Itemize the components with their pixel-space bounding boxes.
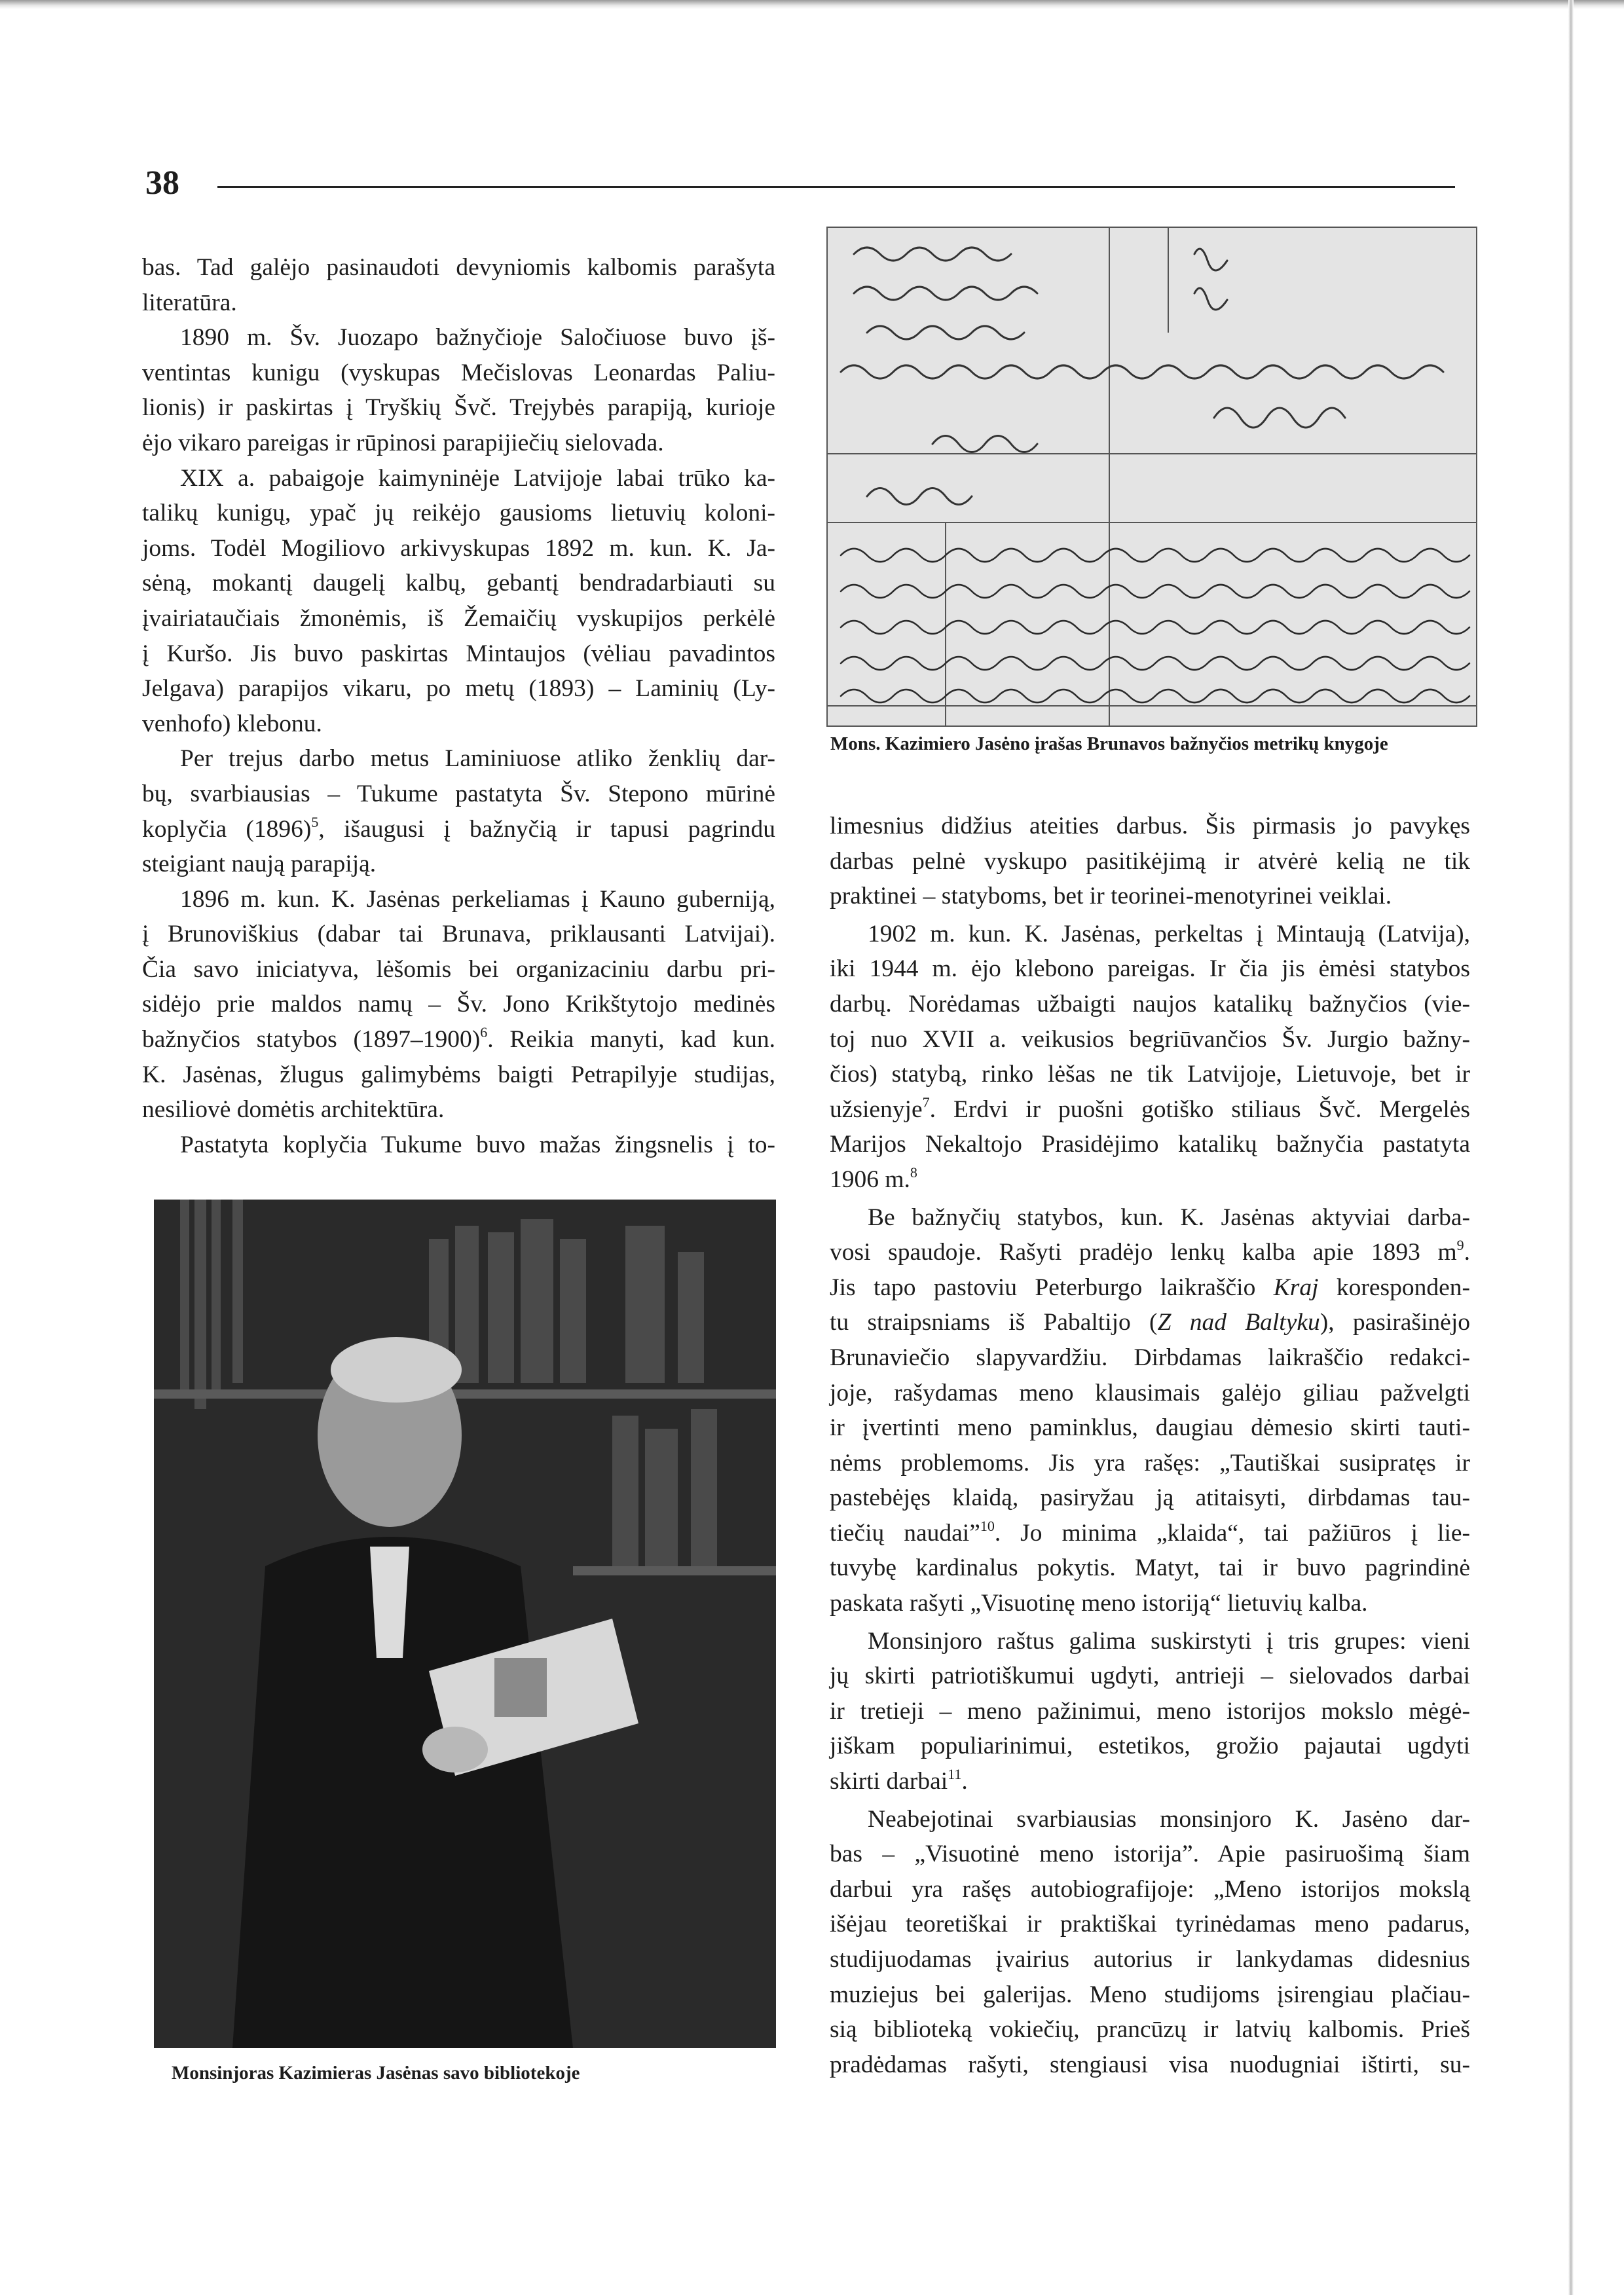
paragraph <box>830 917 1470 1198</box>
text-line: steigiant naują parapiją. <box>142 851 377 878</box>
text-line: bų, svarbiausias – Tukume pastatyta Šv. Stepono mūrinė <box>142 780 775 807</box>
footnote-ref: 10 <box>980 1517 995 1534</box>
text-line: sidėjo prie maldos namų – Šv. Jono Krikštytojo medinės <box>142 991 775 1018</box>
man-in-library-photo-icon <box>154 1200 776 2048</box>
text-line: muziejus bei galerijas. Meno studijoms įsirengiau plačiau- <box>830 1981 1470 2008</box>
text-line: ventintas kunigu (vyskupas Mečislovas Leonardas Paliu- <box>142 359 775 386</box>
italic-title: Kraj <box>1273 1274 1319 1301</box>
text-line: tuvybę kardinalus pokytis. Matyt, tai ir buvo pagrindinė <box>830 1554 1470 1582</box>
portrait-photo <box>154 1200 776 2048</box>
scan-edge-top <box>0 0 1624 9</box>
text-line: jiškam populiarinimui, estetikos, grožio pajautai ugdyti <box>830 1733 1470 1760</box>
text-line: Monsinjoro raštus galima suskirstyti į tris grupes: vieni <box>868 1627 1470 1655</box>
text-line <box>830 1162 1470 1198</box>
text-line: lionis) ir paskirtas į Tryškių Švč. Trejybės parapiją, kurioje <box>142 394 775 422</box>
paragraph <box>142 320 775 460</box>
text-line: Brunaviečio slapyvardžiu. Dirbdamas laikraščio redakci- <box>830 1344 1470 1371</box>
text-line: XIX a. pabaigoje kaimyninėje Latvijoje labai trūko ka- <box>180 464 775 492</box>
text-segment: vosi spaudoje. Rašyti pradėjo lenkų kalba apie 1893 m <box>830 1239 1457 1266</box>
left-column <box>142 250 775 1162</box>
manuscript-image <box>826 227 1477 727</box>
text-line: joje, rašydamas meno klausimais galėjo giliau pažvelgti <box>830 1379 1470 1406</box>
text-segment: . Erdvi ir puošni gotiško stiliaus Švč. Mergelės <box>929 1095 1470 1123</box>
footnote-ref: 5 <box>311 813 319 830</box>
paragraph <box>142 250 775 320</box>
header-rule <box>217 186 1455 188</box>
footnote-ref: 9 <box>1456 1237 1464 1254</box>
text-line: Per trejus darbo metus Laminiuose atliko ženklių dar- <box>180 745 775 773</box>
text-line: 1890 m. Šv. Juozapo bažnyčioje Saločiuose buvo įš- <box>180 324 775 352</box>
text-line: toj nuo XVII a. veikusios begriūvančios Šv. Jurgio bažny- <box>830 1025 1470 1053</box>
text-line: į Brunoviškius (dabar tai Brunava, priklausanti Latvijai). <box>142 921 775 948</box>
text-segment: . <box>961 1768 968 1795</box>
text-line: 1902 m. kun. K. Jasėnas, perkeltas į Mintaują (Latvija), <box>868 920 1470 947</box>
handwritten-register-icon <box>828 228 1476 725</box>
footnote-ref: 7 <box>922 1093 930 1111</box>
text-line: čios) statybą, rinko lėšas ne tik Latvijoje, Lietuvoje, bet ir <box>830 1061 1470 1088</box>
manuscript-caption: Mons. Kazimiero Jasėno įrašas Brunavos bažnyčios metrikų knygoje <box>830 733 1388 754</box>
text-line <box>142 812 775 847</box>
text-line <box>830 1516 1470 1551</box>
text-line: bas – „Visuotinė meno istorija”. Apie pasiruošimą šiam <box>830 1841 1470 1868</box>
text-line: Be bažnyčių statybos, kun. K. Jasėnas aktyviai darba- <box>868 1203 1470 1231</box>
paragraph <box>142 461 775 742</box>
text-line <box>142 1022 775 1057</box>
text-line: sėną, mokantį daugelį kalbų, gebantį bendradarbiauti su <box>142 570 775 597</box>
paragraph <box>142 882 775 1128</box>
text-line: darbas pelnė vyskupo pasitikėjimą ir atvėrė kelią ne tik <box>830 847 1470 875</box>
text-line: darbui yra rašęs autobiografijoje: „Meno istorijos mokslą <box>830 1875 1470 1903</box>
text-segment: užsienyje <box>830 1095 923 1123</box>
paragraph <box>830 1802 1470 2083</box>
text-segment: 1906 m. <box>830 1166 910 1193</box>
text-line: 1896 m. kun. K. Jasėnas perkeliamas į Kauno guberniją, <box>180 885 775 913</box>
text-line: jų skirti patriotiškumui ugdyti, antrieji – sielovados darbai <box>830 1662 1470 1690</box>
paragraph <box>830 809 1470 914</box>
text-line <box>830 1092 1470 1128</box>
text-segment: tiečių naudai” <box>830 1519 980 1547</box>
footnote-ref: 8 <box>910 1164 917 1181</box>
paragraph <box>830 1200 1470 1621</box>
text-line <box>830 1270 1470 1306</box>
footnote-ref: 6 <box>480 1024 488 1041</box>
text-line: talikų kunigų, ypač jų reikėjo gausioms lietuvių koloni- <box>142 500 775 527</box>
text-line: praktinei – statyboms, bet ir teorinei-menotyrinei veiklai. <box>830 883 1392 910</box>
text-line: Čia savo iniciatyva, lėšomis bei organizaciniu darbu pri- <box>142 955 775 983</box>
text-line: nėms problemoms. Jis yra rašęs: „Tautiškai susipratęs ir <box>830 1449 1470 1477</box>
text-line: paskata rašyti „Visuotinę meno istoriją“ lietuvių kalba. <box>830 1590 1368 1617</box>
text-line: sią biblioteką vokiečių, prancūzų ir latvių kalbomis. Prieš <box>830 2016 1470 2044</box>
text-line: joms. Todėl Mogiliovo arkivyskupas 1892 m. kun. K. Ja- <box>142 534 775 562</box>
text-line: limesnius didžius ateities darbus. Šis pirmasis jo pavykęs <box>830 813 1470 839</box>
text-line: iki 1944 m. ėjo klebono pareigas. Ir čia jis ėmėsi statybos <box>830 955 1470 983</box>
text-segment: koresponden- <box>1318 1274 1470 1301</box>
text-line <box>830 1235 1470 1270</box>
page-number: 38 <box>145 164 179 202</box>
text-line: nesiliovė domėtis architektūra. <box>142 1096 445 1124</box>
text-segment: bažnyčios statybos (1897–1900) <box>142 1026 481 1054</box>
text-segment: Jis tapo pastoviu Peterburgo laikraščio <box>830 1274 1274 1301</box>
text-segment: , išaugusi į bažnyčią ir tapusi pagrindu <box>318 815 775 843</box>
text-line: Neabejotinai svarbiausias monsinjoro K. Jasėno dar- <box>868 1805 1470 1833</box>
text-line: K. Jasėnas, žlugus galimybėms baigti Petrapilyje studijas, <box>142 1061 775 1088</box>
text-segment: . <box>1464 1239 1470 1266</box>
photo-caption: Monsinjoras Kazimieras Jasėnas savo bibliotekoje <box>172 2063 580 2084</box>
text-line: ir įvertinti meno paminklus, daugiau dėmesio skirti tauti- <box>830 1414 1470 1442</box>
text-line <box>830 1305 1470 1340</box>
text-segment: . Jo minima „klaida“, tai pažiūros į lie- <box>994 1519 1470 1547</box>
right-column <box>830 809 1470 2082</box>
paragraph <box>830 1624 1470 1799</box>
text-line: išėjau teoretiškai ir praktiškai tyrinėdamas meno padarus, <box>830 1911 1470 1938</box>
text-line: pradėdamas rašyti, stengiausi visa nuodugniai ištirti, su- <box>830 2051 1470 2078</box>
text-segment: ), pasirašinėjo <box>1320 1309 1470 1336</box>
text-line: ėjo vikaro pareigas ir rūpinosi parapijiečių sielovada. <box>142 429 664 456</box>
text-line: Jelgava) parapijos vikaru, po metų (1893) – Laminių (Ly- <box>142 675 775 703</box>
text-line: studijuodamas įvairius autorius ir lankydamas didesnius <box>830 1946 1470 1973</box>
paragraph <box>142 741 775 881</box>
text-line: į Kuršo. Jis buvo paskirtas Mintaujos (vėliau pavadintos <box>142 640 775 667</box>
text-segment: . Reikia manyti, kad kun. <box>487 1026 776 1054</box>
paragraph <box>142 1128 775 1163</box>
text-line: Marijos Nekaltojo Prasidėjimo katalikų bažnyčia pastatyta <box>830 1131 1470 1158</box>
text-line: darbų. Norėdamas užbaigti naujos katalikų bažnyčios (vie- <box>830 990 1470 1018</box>
text-line <box>830 1764 1470 1799</box>
text-line: įvairiataučiais žmonėmis, iš Žemaičių vyskupijos perkėlė <box>142 604 775 632</box>
text-line: Pastatyta koplyčia Tukume buvo mažas žingsnelis į to- <box>180 1131 775 1158</box>
scan-edge-right <box>1568 0 1574 2295</box>
text-segment: koplyčia (1896) <box>142 815 312 843</box>
text-line: ir tretieji – meno pažinimui, meno istorijos mokslo mėgė- <box>830 1697 1470 1725</box>
text-line: bas. Tad galėjo pasinaudoti devyniomis kalbomis parašyta <box>142 254 775 281</box>
text-line: pastebėjęs klaidą, pasiryžau ją atitaisyti, dirbdamas tau- <box>830 1484 1470 1512</box>
text-line: literatūra. <box>142 289 237 316</box>
text-line: venhofo) klebonu. <box>142 710 322 737</box>
text-segment: skirti darbai <box>830 1768 948 1795</box>
text-segment: tu straipsniams iš Pabaltijo ( <box>830 1309 1158 1336</box>
italic-title: Z nad Baltyku <box>1157 1309 1320 1336</box>
footnote-ref: 11 <box>948 1766 962 1783</box>
